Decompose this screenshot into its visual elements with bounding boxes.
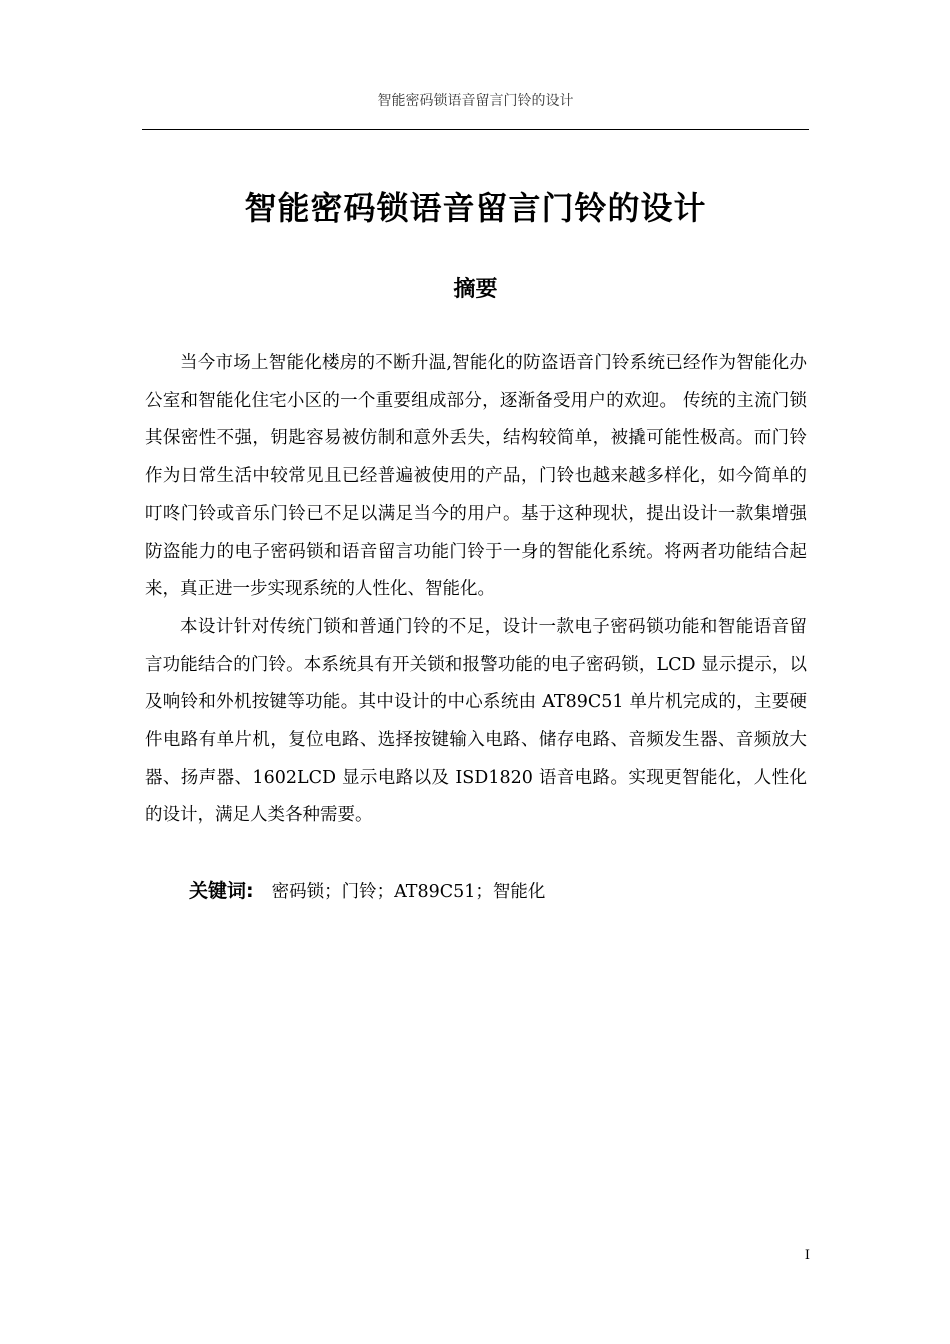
abstract-paragraph: 当今市场上智能化楼房的不断升温,智能化的防盗语音门铃系统已经作为智能化办公室和智能化住宅小区的一个重要组成部分，逐渐备受用户的欢迎。 传统的主流门锁其保密性不强，钥匙容易被仿制和意外丢失，结构较简单，被撬可能性极高。而门铃作为日常生活中较常见且已经普遍被使用的产品，门铃也越来越多样化，如今简单的叮咚门铃或音乐门铃已不足以满足当今的用户。基于这种现状，提出设计一款集增强防盗能力的电子密码锁和语音留言功能门铃于一身的智能化系统。将两者功能结合起来，真正进一步实现系统的人性化、智能化。 [145, 353, 807, 600]
abstract-paragraph: 本设计针对传统门锁和普通门铃的不足，设计一款电子密码锁功能和智能语音留言功能结合的门铃。本系统具有开关锁和报警功能的电子密码锁，LCD 显示提示，以及响铃和外机按键等功能。其中设计的中心系统由 AT89C51 单片机完成的，主要硬件电路有单片机，复位电路、选择按键输入电路、储存电路、音频发生器、音频放大器、扬声器、1602LCD 显示电路以及 ISD1820 语音电路。实现更智能化，人性化的设计，满足人类各种需要。 [145, 616, 807, 826]
page-number: I [804, 1248, 810, 1263]
keywords-line [189, 876, 545, 907]
abstract-body [145, 345, 807, 835]
keywords-text: 密码锁；门铃；AT89C51；智能化 [271, 882, 546, 902]
abstract-heading: 摘要 [453, 277, 498, 302]
running-header: 智能密码锁语音留言门铃的设计 [377, 93, 574, 109]
keywords-label: 关键词: [189, 880, 254, 902]
header-divider [142, 129, 809, 130]
document-title: 智能密码锁语音留言门铃的设计 [244, 189, 707, 227]
